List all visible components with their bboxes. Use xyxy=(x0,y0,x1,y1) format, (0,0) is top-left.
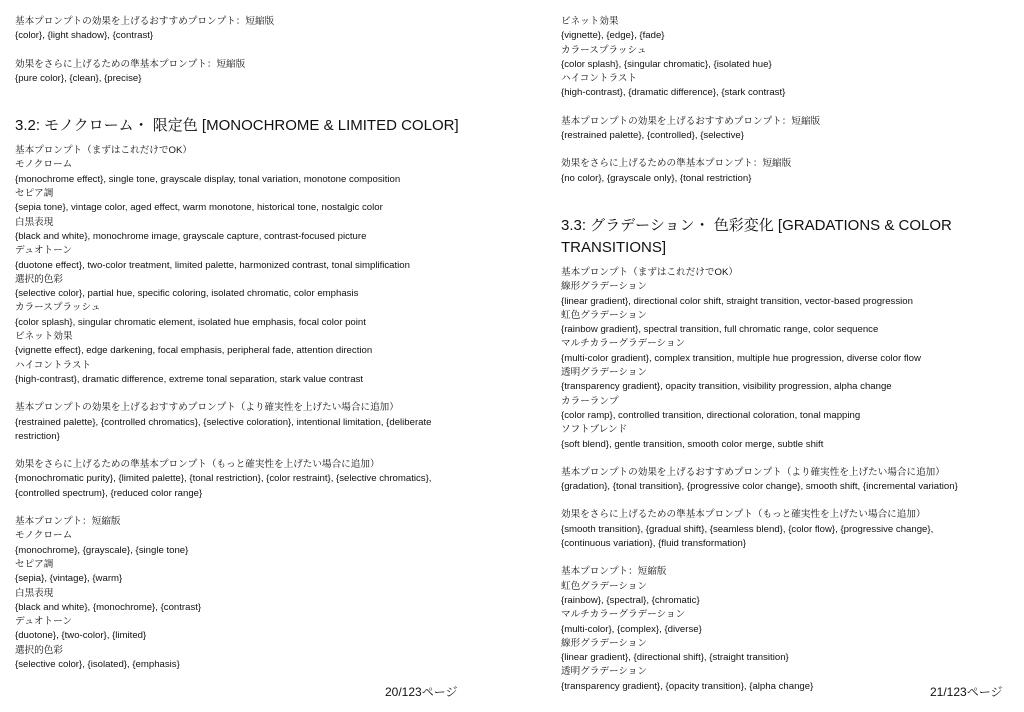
prompt-label: 効果をさらに上げるための準基本プロンプト（もっと確実性を上げたい場合に追加） xyxy=(15,459,380,471)
prompt-text: {color splash}, singular chromatic element, isolated hue emphasis, focal color point xyxy=(15,316,366,328)
prompt-label: 線形グラデーション xyxy=(561,637,647,649)
prompt-text: {soft blend}, gentle transition, smooth color merge, subtle shift xyxy=(561,438,824,450)
prompt-text: {vignette effect}, edge darkening, focal emphasis, peripheral fade, attention direction xyxy=(15,345,373,357)
prompt-label: カラースプラッシュ xyxy=(15,302,101,314)
prompt-text: {duotone}, {two-color}, {limited} xyxy=(15,630,147,642)
prompt-label: 透明グラデーション xyxy=(561,666,647,678)
prompt-label: 白黒表現 xyxy=(15,216,54,228)
prompt-label: 虹色グラデーション xyxy=(561,580,647,592)
prompt-text: {continuous variation}, {fluid transformation} xyxy=(561,538,747,550)
document-page-right xyxy=(561,0,1011,712)
prompt-block xyxy=(15,15,470,44)
prompt-text: {high-contrast}, {dramatic difference}, {stark contrast} xyxy=(561,87,786,99)
prompt-label: 基本プロンプトの効果を上げるおすすめプロンプト（より確実性を上げたい場合に追加） xyxy=(15,402,399,414)
prompt-text: {gradation}, {tonal transition}, {progressive color change}, smooth shift, {incremental variation} xyxy=(561,481,958,493)
prompt-text: {color splash}, {singular chromatic}, {isolated hue} xyxy=(561,58,772,70)
prompt-label: ソフトブレンド xyxy=(561,424,628,436)
prompt-label: 選択的色彩 xyxy=(15,273,63,285)
prompt-text: {color}, {light shadow}, {contrast} xyxy=(15,30,154,42)
prompt-text: {sepia tone}, vintage color, aged effect, warm monotone, historical tone, nostalgic color xyxy=(15,202,383,214)
prompt-label: 選択的色彩 xyxy=(15,644,63,656)
prompt-block xyxy=(15,144,470,387)
prompt-label: 効果をさらに上げるための準基本プロンプト：短縮版 xyxy=(15,58,246,70)
prompt-block xyxy=(561,508,1011,551)
prompt-label: ビネット効果 xyxy=(561,16,619,27)
prompt-text: {monochrome}, {grayscale}, {single tone} xyxy=(15,544,189,556)
prompt-label: 基本プロンプト：短縮版 xyxy=(15,516,121,528)
prompt-label: 基本プロンプト：短縮版 xyxy=(561,566,667,578)
prompt-label: 基本プロンプト（まずはこれだけでOK） xyxy=(561,266,738,278)
section-heading: 3.3: グラデーション・ 色彩変化 [GRADATIONS & COLOR TRANSITIONS] xyxy=(561,216,952,256)
prompt-text: {black and white}, {monochrome}, {contrast} xyxy=(15,601,202,613)
prompt-label: 基本プロンプトの効果を上げるおすすめプロンプト：短縮版 xyxy=(15,16,275,27)
prompt-text: {high-contrast}, dramatic difference, extreme tonal separation, stark value contrast xyxy=(15,373,364,385)
prompt-text: {selective color}, {isolated}, {emphasis} xyxy=(15,658,180,670)
prompt-text: {pure color}, {clean}, {precise} xyxy=(15,72,142,84)
prompt-block xyxy=(15,515,470,672)
prompt-label: 線形グラデーション xyxy=(561,281,647,293)
prompt-text: {multi-color}, {complex}, {diverse} xyxy=(561,623,702,635)
prompt-text: {no color}, {grayscale only}, {tonal restriction} xyxy=(561,172,752,184)
prompt-label: カラースプラッシュ xyxy=(561,44,647,56)
prompt-block xyxy=(561,466,1011,495)
prompt-label: 基本プロンプトの効果を上げるおすすめプロンプト（より確実性を上げたい場合に追加） xyxy=(561,466,945,478)
page-content xyxy=(15,0,470,672)
prompt-text: {restrained palette}, {controlled chromatics}, {selective coloration}, intentional limitation, {deliberate xyxy=(15,416,432,428)
prompt-label: カラーランプ xyxy=(561,395,619,407)
prompt-text: {transparency gradient}, {opacity transition}, {alpha change} xyxy=(561,680,814,692)
prompt-label: マルチカラーグラデーション xyxy=(561,338,686,350)
prompt-text: {selective color}, partial hue, specific coloring, isolated chromatic, color emphasis xyxy=(15,288,359,300)
prompt-text: {monochrome effect}, single tone, grayscale display, tonal variation, monotone composition xyxy=(15,173,401,185)
prompt-label: ハイコントラスト xyxy=(561,73,638,85)
prompt-block xyxy=(15,58,470,87)
prompt-label: 透明グラデーション xyxy=(561,367,647,379)
page-number: 21/123ページ xyxy=(930,685,1003,699)
prompt-text: {monochromatic purity}, {limited palette}, {tonal restriction}, {color restraint}, {selective chromatics}, xyxy=(15,473,432,485)
prompt-text: {sepia}, {vintage}, {warm} xyxy=(15,573,123,585)
section-heading: 3.2: モノクローム・ 限定色 [MONOCHROME & LIMITED COLOR] xyxy=(15,117,459,135)
prompt-text: {rainbow gradient}, spectral transition, full chromatic range, color sequence xyxy=(561,324,879,336)
prompt-text: {black and white}, monochrome image, grayscale capture, contrast-focused picture xyxy=(15,230,367,242)
prompt-block xyxy=(15,458,470,501)
prompt-block xyxy=(561,115,1011,144)
prompt-text: {duotone effect}, two-color treatment, limited palette, harmonized contrast, tonal simplification xyxy=(15,259,410,271)
prompt-label: モノクローム xyxy=(15,530,73,542)
prompt-text: {transparency gradient}, opacity transition, visibility progression, alpha change xyxy=(561,381,892,393)
prompt-label: 基本プロンプト（まずはこれだけでOK） xyxy=(15,145,192,157)
prompt-label: デュオトーン xyxy=(15,245,73,257)
prompt-label: 効果をさらに上げるための準基本プロンプト：短縮版 xyxy=(561,158,792,170)
prompt-text: {rainbow}, {spectral}, {chromatic} xyxy=(561,594,700,606)
prompt-label: ハイコントラスト xyxy=(15,359,92,371)
prompt-label: セピア調 xyxy=(15,188,54,200)
prompt-label: 虹色グラデーション xyxy=(561,309,647,321)
page-number: 20/123ページ xyxy=(385,685,458,699)
prompt-block xyxy=(561,565,1011,694)
prompt-block xyxy=(561,266,1011,452)
prompt-text: {linear gradient}, {directional shift}, {straight transition} xyxy=(561,652,789,664)
page-content xyxy=(561,0,1011,694)
document-page-left xyxy=(15,0,470,712)
prompt-text: {vignette}, {edge}, {fade} xyxy=(561,30,665,42)
prompt-text: {controlled spectrum}, {reduced color range} xyxy=(15,487,203,499)
prompt-label: モノクローム xyxy=(15,159,73,171)
prompt-block xyxy=(15,401,470,444)
prompt-label: マルチカラーグラデーション xyxy=(561,609,686,621)
prompt-text: restriction} xyxy=(15,430,60,442)
prompt-label: 基本プロンプトの効果を上げるおすすめプロンプト：短縮版 xyxy=(561,115,821,127)
prompt-label: 白黒表現 xyxy=(15,587,54,599)
prompt-block xyxy=(561,15,1011,101)
prompt-text: {linear gradient}, directional color shift, straight transition, vector-based progression xyxy=(561,295,913,307)
prompt-block xyxy=(561,157,1011,186)
prompt-text: {color ramp}, controlled transition, directional coloration, tonal mapping xyxy=(561,409,861,421)
prompt-label: デュオトーン xyxy=(15,616,73,628)
prompt-label: セピア調 xyxy=(15,558,54,570)
prompt-label: 効果をさらに上げるための準基本プロンプト（もっと確実性を上げたい場合に追加） xyxy=(561,509,926,521)
prompt-text: {restrained palette}, {controlled}, {selective} xyxy=(561,130,744,142)
prompt-text: {smooth transition}, {gradual shift}, {seamless blend}, {color flow}, {progressive change}, xyxy=(561,523,934,535)
prompt-text: {multi-color gradient}, complex transition, multiple hue progression, diverse color flow xyxy=(561,352,921,364)
prompt-label: ビネット効果 xyxy=(15,331,73,343)
